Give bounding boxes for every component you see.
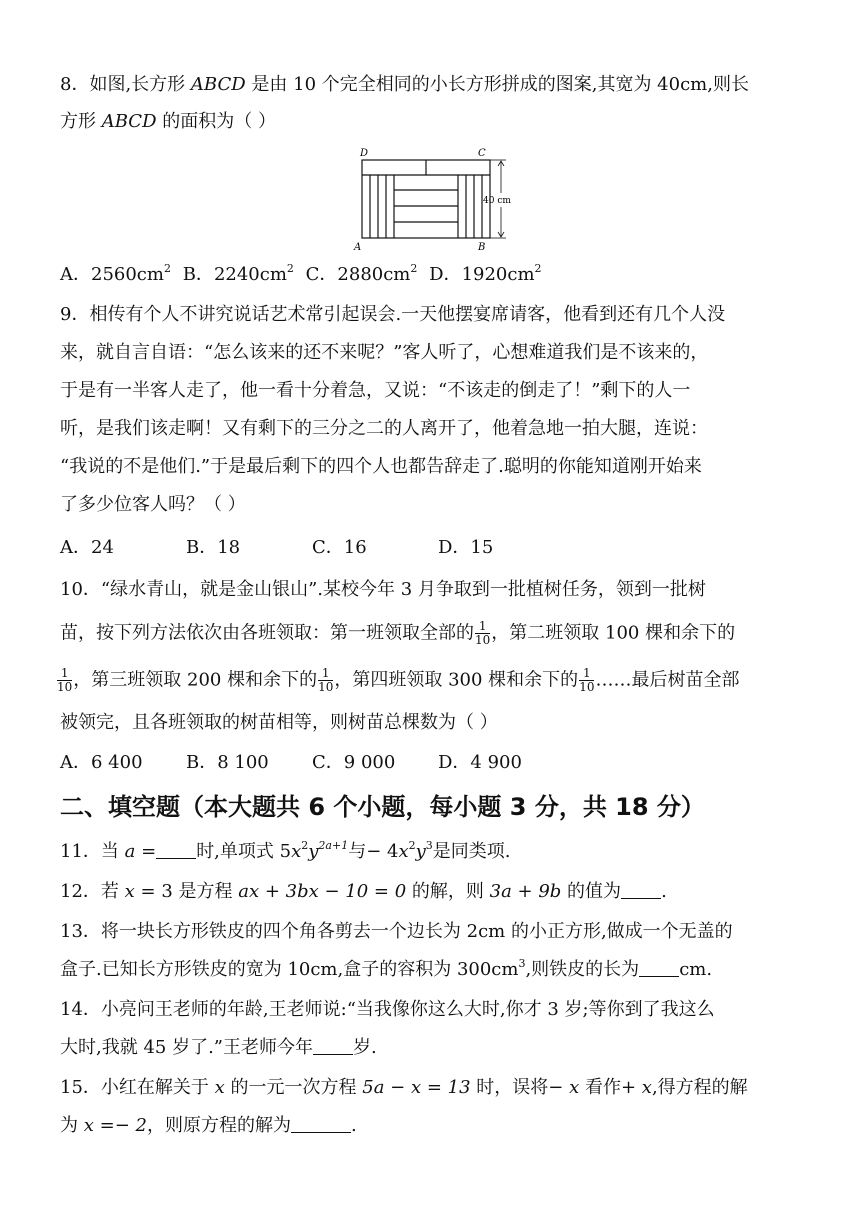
- q8-option-a[interactable]: A．$2560cm^2$: [60, 262, 171, 285]
- q10-option-c[interactable]: C．9 000: [312, 752, 396, 773]
- vertex-C: C: [478, 148, 486, 159]
- q8-option-b[interactable]: B．$2240cm^2$: [182, 262, 294, 285]
- q13-line-2: 盒子.已知长方形铁皮的宽为 10cm,盒子的容积为 $300cm^3$,则铁皮的长为 cm.: [60, 957, 713, 980]
- q9-option-b[interactable]: B．18: [186, 537, 241, 558]
- q13-line-1: 13．将一块长方形铁皮的四个角各剪去一个边长为 2cm 的小正方形,做成一个无盖的: [60, 921, 733, 942]
- q10-options: [60, 750, 522, 776]
- q9-options: [60, 535, 493, 561]
- q8-options: [60, 262, 542, 288]
- q9-line-1: 9．相传有个人不讲究说话艺术常引起误会.一天他摆宴席请客，他看到还有几个人没: [60, 304, 726, 325]
- q10-option-b[interactable]: B．8 100: [186, 752, 269, 773]
- q9-line-3: 于是有一半客人走了，他一看十分着急，又说：“不该走的倒走了！”剩下的人一: [60, 380, 691, 401]
- q9-line-2: 来，就自言自语：“怎么该来的还不来呢？”客人听了，心想难道我们是不该来的，: [60, 342, 709, 363]
- q9-line-4: 听，是我们该走啊！又有剩下的三分之二的人离开了，他着急地一拍大腿，连说：: [60, 418, 708, 439]
- q12-answer-blank[interactable]: [621, 880, 661, 899]
- q14-line-2: 大时,我就 45 岁了.”王老师今年 岁.: [60, 1037, 377, 1058]
- q8-line-2: 方形 ABCD 的面积为（ ）: [60, 111, 276, 132]
- q9-line-6: 了多少位客人吗？（ ）: [60, 494, 246, 515]
- fraction-one-tenth: $\frac{1}{10}$: [475, 619, 491, 647]
- q11-answer-blank[interactable]: [156, 840, 196, 859]
- vertex-A: A: [354, 242, 362, 252]
- width-label: 40 cm: [483, 196, 511, 206]
- q14-line-1: 14．小亮问王老师的年龄,王老师说:“当我像你这么大时,你才 3 岁;等你到了我这么: [60, 999, 715, 1020]
- q10-line-2: 苗，按下列方法依次由各班领取：第一班领取全部的 $\frac{1}{10}$ ，第二班领取 100 棵和余下的: [60, 619, 736, 647]
- q9-line-5: “我说的不是他们.”于是最后剩下的四个人也都告辞走了.聪明的你能知道刚开始来: [60, 456, 702, 477]
- q8-option-c[interactable]: C．$2880cm^2$: [305, 262, 418, 285]
- q13-answer-blank[interactable]: [639, 958, 679, 977]
- q9-option-c[interactable]: C．16: [312, 537, 367, 558]
- q10-line-3: $\frac{1}{10}$ ，第三班领取 200 棵和余下的 $\frac{1}{10}$ ，第四班领取 300 棵和余下的 $\frac{1}{10}$ ……最后树苗全部: [57, 666, 740, 694]
- q10-line-1: 10．“绿水青山，就是金山银山”.某校今年 3 月争取到一批植树任务，领到一批树: [60, 579, 706, 600]
- q12-line: 12．若 x = 3 是方程 ax + 3bx − 10 = 0 的解，则 3a + 9b 的值为 .: [60, 881, 667, 902]
- q15-answer-blank[interactable]: [291, 1114, 351, 1133]
- q11-line: 11．当 a = 时,单项式 $5x^2y^{2a+1}$与− $4x^2y^3$是同类项.: [60, 839, 511, 862]
- q9-option-a[interactable]: A．24: [60, 537, 114, 558]
- q8-line-1: 8．如图,长方形 ABCD 是由 10 个完全相同的小长方形拼成的图案,其宽为 40cm,则长: [60, 74, 749, 95]
- q9-option-d[interactable]: D．15: [438, 537, 494, 558]
- q8-option-d[interactable]: D．$1920cm^2$: [429, 262, 542, 285]
- vertex-B: B: [478, 242, 486, 252]
- section-2-heading: 二、填空题（本大题共 6 个小题，每小题 3 分，共 18 分）: [60, 793, 705, 821]
- vertex-D: D: [360, 148, 369, 159]
- rectangle-figure: [350, 144, 530, 252]
- q14-answer-blank[interactable]: [313, 1036, 353, 1055]
- q10-line-4: 被领完，且各班领取的树苗相等，则树苗总棵数为（ ）: [60, 712, 498, 733]
- q15-line-2: 为 x =− 2，则原方程的解为 .: [60, 1115, 357, 1136]
- q15-line-1: 15．小红在解关于 x 的一元一次方程 5a − x = 13 时，误将− x 看作+ x,得方程的解: [60, 1077, 748, 1098]
- q10-option-a[interactable]: A．6 400: [60, 752, 143, 773]
- q10-option-d[interactable]: D．4 900: [438, 752, 522, 773]
